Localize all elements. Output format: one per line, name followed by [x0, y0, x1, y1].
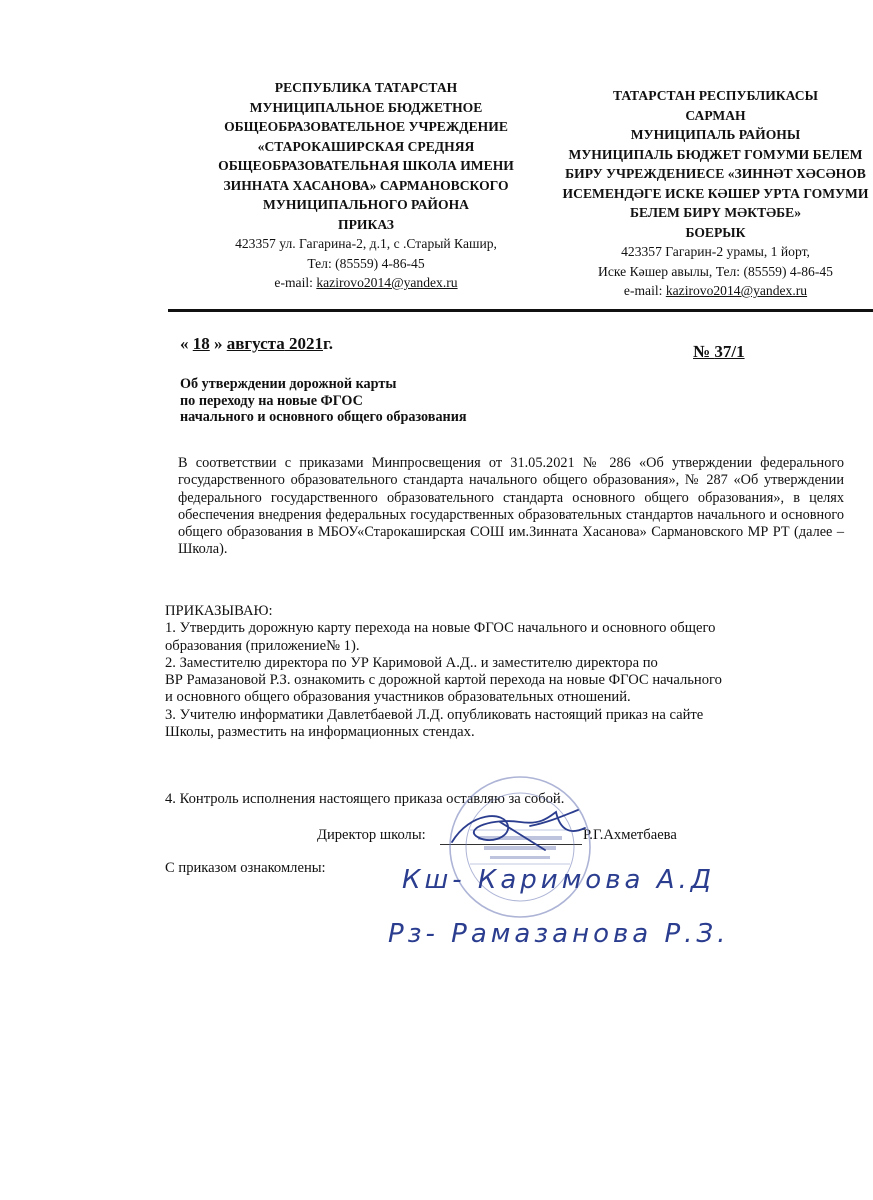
header-left-title: ПРИКАЗ: [338, 216, 394, 232]
header-left-email-link[interactable]: kazirovo2014@yandex.ru: [316, 275, 458, 290]
subject-line: начального и основного общего образования: [180, 409, 467, 425]
header-left-line: МУНИЦИПАЛЬНОГО РАЙОНА: [263, 197, 469, 212]
acquainted-label: С приказом ознакомлены:: [165, 860, 326, 876]
header-right-phone: Иске Кәшер авылы, Тел: (85559) 4-86-45: [598, 263, 833, 279]
order-line: 3. Учителю информатики Давлетбаевой Л.Д. опубликовать настоящий приказ на сайте: [165, 706, 704, 723]
number-value: 37/1: [714, 342, 745, 361]
order-line: Школы, разместить на информационных стендах.: [165, 724, 475, 741]
header-left-line: РЕСПУБЛИКА ТАТАРСТАН: [274, 80, 458, 95]
header-right-address: 423357 Гагарин-2 урамы, 1 йорт,: [621, 244, 810, 259]
orders-heading: ПРИКАЗЫВАЮ:: [165, 603, 273, 619]
director-name: Р.Г.Ахметбаева: [583, 827, 677, 843]
order-line: 1. Утвердить дорожную карту перехода на новые ФГОС начального и основного общего: [165, 620, 716, 637]
preamble: В соответствии с приказами Минпросвещения от 31.05.2021 № 286 «Об утверждении федерального государственного образовательного стандарта начального общего образования», № 287 «Об утверждении федерального государственного образовательного стандарта основного общего образования», в целях обеспечения внедрения федеральных государственных образовательных стандартов начального и основного общего образования в МБОУ«Старокаширская СОШ им.Зинната Хасанова» Сармановского МР РТ (далее – Школа).: [178, 455, 844, 558]
subject-line: по переходу на новые ФГОС: [180, 392, 363, 409]
header-right-line: БИРУ УЧРЕЖДЕНИЕСЕ «ЗИННӘТ ХӘСӘНОВ: [565, 166, 866, 181]
handwritten-acq-1: Кш- Каримова А.Д: [402, 865, 716, 895]
school-stamp: [450, 777, 590, 917]
email-label: e-mail:: [274, 275, 317, 290]
date-close: »: [209, 334, 227, 353]
header-right-line: МУНИЦИПАЛЬ РАЙОНЫ: [630, 127, 801, 142]
order-line: ВР Рамазановой Р.З. ознакомить с дорожной картой перехода на новые ФГОС начального: [165, 672, 722, 689]
date-open: «: [180, 334, 193, 353]
handwritten-acq-2: Рз- Рамазанова Р.З.: [388, 919, 730, 949]
header-left-address: 423357 ул. Гагарина-2, д.1, с .Старый Кашир,: [235, 236, 497, 251]
header-right-title: БОЕРЫК: [685, 224, 746, 240]
order-line: и основного общего образования участников образовательных отношений.: [165, 689, 631, 706]
order-line: образования (приложение№ 1).: [165, 637, 360, 654]
date-year-suffix: г.: [322, 334, 334, 353]
email-label: e-mail:: [623, 283, 666, 298]
order-line: 2. Заместителю директора по УР Каримовой А.Д.. и заместителю директора по: [165, 654, 658, 671]
header-left-line: МУНИЦИПАЛЬНОЕ БЮДЖЕТНОЕ: [249, 99, 483, 115]
number-label: №: [693, 342, 715, 361]
control-clause: 4. Контроль исполнения настоящего приказа оставляю за собой.: [165, 791, 565, 807]
date-month: августа: [226, 334, 285, 353]
subject-line: Об утверждении дорожной карты: [180, 376, 397, 392]
header-right-line: БЕЛЕМ БИРҮ МӘКТӘБЕ»: [629, 205, 802, 220]
header-left-line: «СТАРОКАШИРСКАЯ СРЕДНЯЯ: [257, 138, 475, 154]
date-year: 20: [284, 334, 306, 353]
date-year-mid: 21: [305, 334, 323, 353]
date-day: 18: [192, 334, 210, 353]
header-left-line: ОБЩЕОБРАЗОВАТЕЛЬНАЯ ШКОЛА ИМЕНИ: [218, 158, 514, 173]
header-right-line: ТАТАРСТАН РЕСПУБЛИКАСЫ: [613, 88, 818, 103]
header-right-email-link[interactable]: kazirovo2014@yandex.ru: [665, 283, 808, 298]
header-left-line: ЗИННАТА ХАСАНОВА» САРМАНОВСКОГО: [223, 177, 509, 193]
header-left-phone: Тел: (85559) 4-86-45: [307, 255, 425, 271]
header-right-line: ИСЕМЕНДӘГЕ ИСКЕ КӘШЕР УРТА ГОМУМИ: [562, 185, 869, 201]
header-right-line: МУНИЦИПАЛЬ БЮДЖЕТ ГОМУМИ БЕЛЕМ: [568, 146, 863, 162]
header-right-line: САРМАН: [685, 107, 746, 123]
director-label: Директор школы:: [317, 827, 426, 843]
header-left-line: ОБЩЕОБРАЗОВАТЕЛЬНОЕ УЧРЕЖДЕНИЕ: [224, 119, 508, 134]
